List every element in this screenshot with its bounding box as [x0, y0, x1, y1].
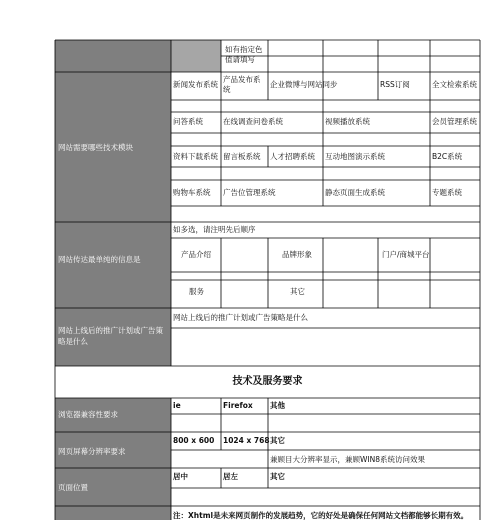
- browser-ie: ie: [173, 401, 181, 410]
- module-topic: 专题系统: [432, 188, 462, 197]
- module-static: 静态页面生成系统: [325, 188, 385, 197]
- resolution-1024: 1024 x 768: [223, 436, 270, 445]
- label-convey-info: 网站传达最单纯的信息是: [58, 255, 141, 264]
- label-bg-footer: [55, 506, 171, 520]
- module-survey: 在线调查问卷系统: [223, 117, 283, 126]
- color-note: 如有指定色值请填写: [225, 45, 263, 64]
- module-member: 会员管理系统: [432, 117, 477, 126]
- label-browser: 浏览器兼容性要求: [58, 410, 118, 419]
- convey-brand: 品牌形象: [282, 250, 312, 259]
- module-fulltext-search: 全文检索系统: [432, 80, 477, 89]
- module-map: 互动地图演示系统: [325, 152, 385, 161]
- grey-cell: [171, 40, 221, 72]
- label-page-position: 页面位置: [58, 483, 88, 492]
- module-download: 资料下载系统: [173, 152, 218, 161]
- module-b2c: B2C系统: [432, 152, 463, 161]
- position-other: 其它: [270, 472, 285, 481]
- module-weibo-sync: 企业微博与网站同步: [270, 80, 338, 89]
- promotion-note: 网站上线后的推广计划或广告策略是什么: [173, 313, 308, 322]
- label-tech-modules: 网站需要哪些技术模块: [58, 143, 133, 152]
- module-qa: 问答系统: [173, 117, 203, 126]
- footer-note: 注：Xhtml是未来网页制作的发展趋势，它的好处是确保任何网站文档都能够长期有效。: [173, 511, 469, 520]
- module-ad: 广告位管理系统: [223, 188, 276, 197]
- convey-service: 服务: [189, 287, 204, 296]
- module-recruit: 人才招聘系统: [270, 152, 315, 161]
- module-news: 新闻发布系统: [173, 80, 218, 89]
- convey-other: 其它: [290, 287, 305, 296]
- label-bg-top: [55, 40, 171, 72]
- label-bg-convey: [55, 222, 171, 308]
- convey-product: 产品介绍: [181, 250, 211, 259]
- convey-note: 如多选，请注明先后顺序: [173, 225, 256, 234]
- resolution-other: 其它: [270, 436, 285, 445]
- resolution-800: 800 x 600: [173, 436, 215, 445]
- position-left: 居左: [223, 472, 238, 481]
- convey-portal: 门户/商城平台: [382, 250, 430, 259]
- module-cart: 购物车系统: [173, 188, 211, 197]
- resolution-note: 兼顾目大分辨率显示，兼顾WIN8系统访问效果: [270, 455, 426, 464]
- module-video: 视频播放系统: [325, 117, 370, 126]
- module-guestbook: 留言板系统: [223, 152, 261, 161]
- label-promotion: 网站上线后的推广计划或广告策略是什么: [58, 326, 163, 346]
- module-rss: RSS订阅: [380, 80, 410, 89]
- browser-other: 其他: [270, 401, 285, 410]
- label-resolution: 网页屏幕分辨率要求: [58, 447, 126, 456]
- position-center: 居中: [173, 472, 188, 481]
- module-product: 产品发布系统: [223, 75, 261, 94]
- browser-firefox: Firefox: [223, 401, 253, 410]
- section-heading: 技术及服务要求: [232, 376, 303, 387]
